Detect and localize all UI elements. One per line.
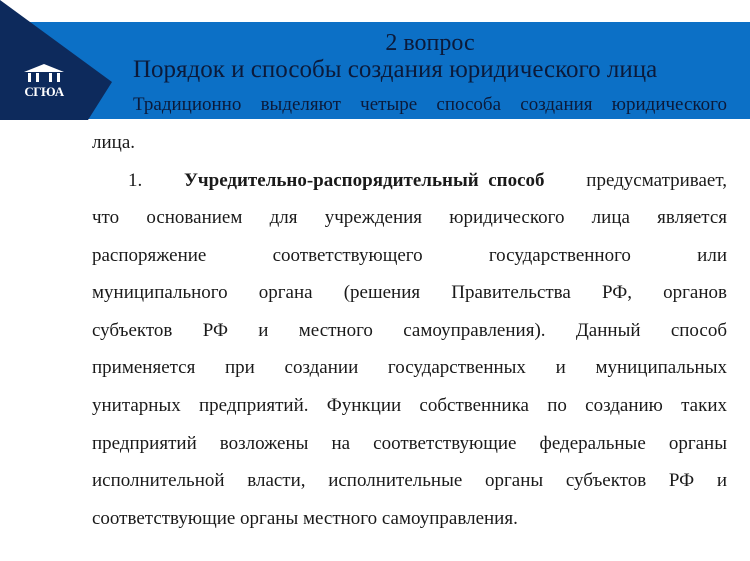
- paragraph-text: предусматривает,: [586, 170, 727, 191]
- intro-line: Традиционно выделяют четыре способа создания юридического: [133, 94, 727, 115]
- logo: [20, 62, 68, 102]
- method-name: Учредительно-распорядительный способ: [183, 170, 545, 191]
- paragraph-line: применяется при создании государственных и муниципальных: [92, 357, 727, 379]
- slide-question: 2 вопрос: [385, 30, 475, 56]
- paragraph-line: предприятий возложены на соответствующие федеральные органы: [92, 432, 727, 454]
- paragraph-line: муниципального органа (решения Правительства РФ, органов: [92, 282, 727, 304]
- paragraph-line: исполнительной власти, исполнительные органы субъектов РФ и: [92, 470, 727, 492]
- paragraph-first-line: [128, 170, 727, 192]
- building-icon: [20, 62, 68, 84]
- paragraph-line: распоряжение соответствующего государственного или: [92, 244, 727, 266]
- logo-text: СГЮА: [24, 84, 64, 99]
- item-number: 1.: [128, 170, 143, 191]
- slide-title: Порядок и способы создания юридического лица: [133, 56, 658, 83]
- paragraph-line: соответствующие органы местного самоуправления.: [92, 507, 518, 529]
- paragraph-line: что основанием для учреждения юридического лица является: [92, 207, 727, 228]
- paragraph-line: унитарных предприятий. Функции собственника по созданию таких: [92, 395, 727, 416]
- logo-triangle: [0, 0, 112, 120]
- paragraph-line: субъектов РФ и местного самоуправления). Данный способ: [92, 319, 727, 341]
- intro-line-end: лица.: [92, 132, 136, 153]
